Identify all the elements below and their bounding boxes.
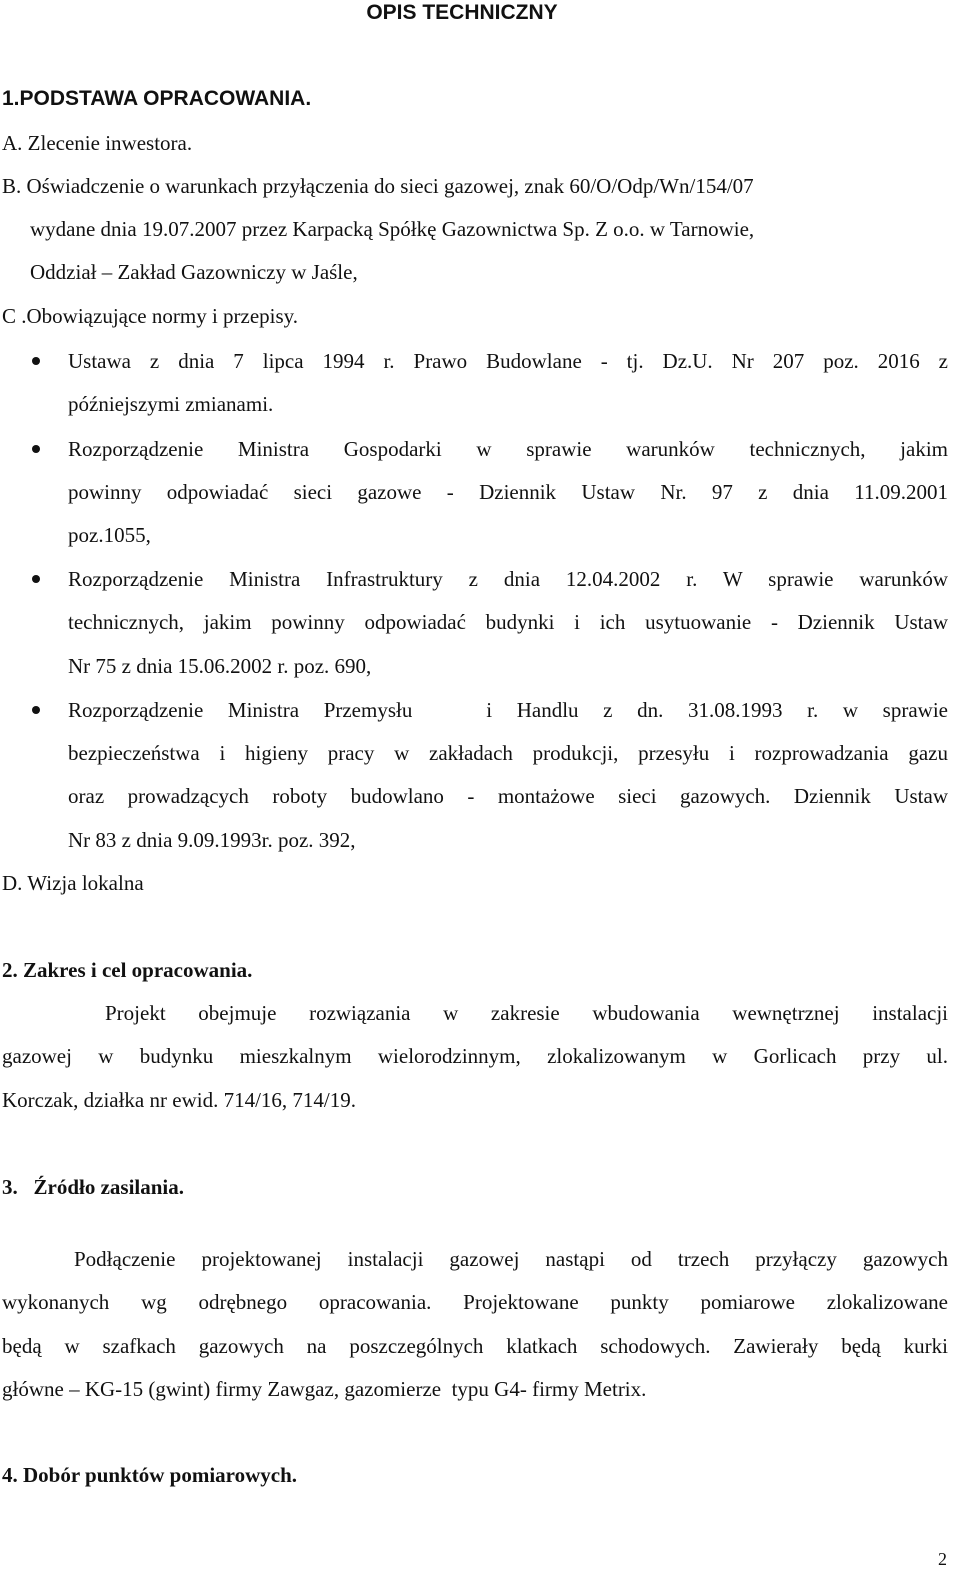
bullet-4-line-1: Rozporządzenie Ministra Przemysłu i Handlu z dn. 31.08.1993 r. w sprawie xyxy=(68,698,948,722)
bullet-3 xyxy=(32,575,40,583)
section-2-line-3: Korczak, działka nr ewid. 714/16, 714/19. xyxy=(2,1088,356,1112)
bullet-4-line-2: bezpieczeństwa i higieny pracy w zakładach produkcji, przesyłu i rozprowadzania gazu xyxy=(68,741,948,765)
bullet-1-line-2: późniejszymi zmianami. xyxy=(68,392,274,416)
section-3-heading: 3. Źródło zasilania. xyxy=(2,1175,185,1199)
bullet-2 xyxy=(32,445,40,453)
bullet-2-line-3: poz.1055, xyxy=(68,523,151,547)
bullet-3-line-1: Rozporządzenie Ministra Infrastruktury z dnia 12.04.2002 r. W sprawie warunków xyxy=(68,567,948,591)
bullet-3-line-3: Nr 75 z dnia 15.06.2002 r. poz. 690, xyxy=(68,654,372,678)
bullet-4 xyxy=(32,706,40,714)
bullet-1 xyxy=(32,357,40,365)
item-b-line-3: Oddział – Zakład Gazowniczy w Jaśle, xyxy=(30,260,358,284)
page-number: 2 xyxy=(938,1549,947,1569)
section-4-heading: 4. Dobór punktów pomiarowych. xyxy=(2,1463,298,1487)
item-a: A. Zlecenie inwestora. xyxy=(2,131,193,155)
bullet-2-line-1: Rozporządzenie Ministra Gospodarki w sprawie warunków technicznych, jakim xyxy=(68,437,948,461)
item-c: C .Obowiązujące normy i przepisy. xyxy=(2,304,299,328)
bullet-4-line-4: Nr 83 z dnia 9.09.1993r. poz. 392, xyxy=(68,828,356,852)
item-d: D. Wizja lokalna xyxy=(2,871,144,895)
bullet-2-line-2: powinny odpowiadać sieci gazowe - Dziennik Ustaw Nr. 97 z dnia 11.09.2001 xyxy=(68,480,948,504)
bullet-4-line-3: oraz prowadzących roboty budowlano - montażowe sieci gazowych. Dziennik Ustaw xyxy=(68,784,948,808)
section-2-line-1: Projekt obejmuje rozwiązania w zakresie wbudowania wewnętrznej instalacji xyxy=(105,1001,948,1025)
bullet-1-line-1: Ustawa z dnia 7 lipca 1994 r. Prawo Budowlane - tj. Dz.U. Nr 207 poz. 2016 z xyxy=(68,349,948,373)
item-b-line-1: B. Oświadczenie o warunkach przyłączenia do sieci gazowej, znak 60/O/Odp/Wn/154/07 xyxy=(2,174,754,198)
section-3-line-3: będą w szafkach gazowych na poszczególnych klatkach schodowych. Zawierały będą kurki xyxy=(2,1334,948,1358)
document-title: OPIS TECHNICZNY xyxy=(366,1,558,24)
item-b-line-2: wydane dnia 19.07.2007 przez Karpacką Spółkę Gazownictwa Sp. Z o.o. w Tarnowie, xyxy=(30,217,755,241)
section-2-line-2: gazowej w budynku mieszkalnym wielorodzinnym, zlokalizowanym w Gorlicach przy ul. xyxy=(2,1044,948,1068)
section-1-heading: 1.PODSTAWA OPRACOWANIA. xyxy=(2,87,312,110)
section-3-line-1: Podłączenie projektowanej instalacji gazowej nastąpi od trzech przyłączy gazowych xyxy=(74,1247,948,1271)
section-2-heading: 2. Zakres i cel opracowania. xyxy=(2,958,253,982)
section-3-line-4: główne – KG-15 (gwint) firmy Zawgaz, gazomierze typu G4- firmy Metrix. xyxy=(2,1377,647,1401)
bullet-3-line-2: technicznych, jakim powinny odpowiadać budynki i ich usytuowanie - Dziennik Ustaw xyxy=(68,610,948,634)
section-3-line-2: wykonanych wg odrębnego opracowania. Projektowane punkty pomiarowe zlokalizowane xyxy=(2,1290,948,1314)
